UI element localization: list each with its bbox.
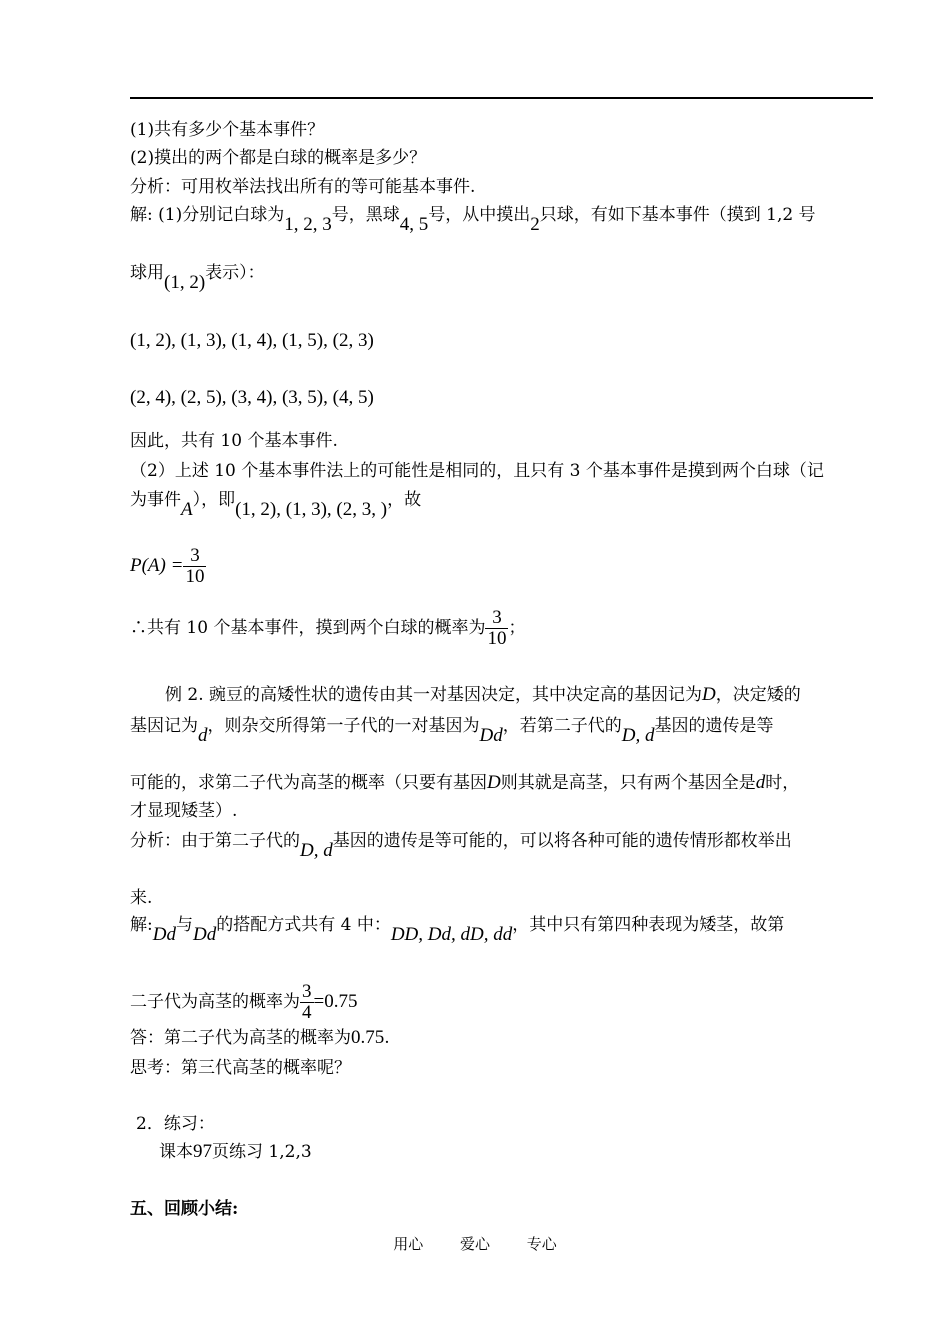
solution-ex2-line2: 二子代为高茎的概率为 $\frac{3}{4}$ =0.75	[130, 981, 358, 1023]
practice-content: 课本97页练习 1,2,3	[159, 1141, 312, 1162]
footer-item: 专心	[526, 1235, 557, 1253]
solution-ex2-line1: 解:Dd与Dd的搭配方式共有 4 中：DD, Dd, dD, dd，其中只有第四种表现为矮茎，故第	[130, 915, 785, 945]
practice-title: 2．练习：	[136, 1114, 215, 1134]
think-question: 思考：第三代高茎的概率呢？	[130, 1058, 351, 1078]
question-1: (1)共有多少个基本事件？	[130, 120, 325, 140]
example-2-line1: 例 2. 豌豆的高矮性状的遗传由其一对基因决定，其中决定高的基因记为D，决定矮的	[165, 684, 801, 705]
example-2-line2: 基因记为d，则杂交所得第一子代的一对基因为Dd，若第二子代的D, d基因的遗传是等	[130, 716, 774, 746]
footer-item: 爱心	[459, 1235, 490, 1253]
example-2-line3: 可能的，求第二子代为高茎的概率（只要有基因D则其就是高茎，只有两个基因全是d时，	[130, 772, 800, 793]
analysis-2-line1: 分析：由于第二子代的D, d基因的遗传是等可能的，可以将各种可能的遗传情形都枚举出	[130, 831, 792, 861]
events-row-2: (2, 4), (2, 5), (3, 4), (3, 5), (4, 5)	[130, 387, 374, 408]
solution-1-line1: 解: (1)分别记白球为1, 2, 3号，黑球4, 5号，从中摸出2只球，有如下基本事件（摸到 1,2 号	[130, 205, 816, 235]
events-row-1: (1, 2), (1, 3), (1, 4), (1, 5), (2, 3)	[130, 330, 374, 351]
header-rule	[130, 97, 873, 99]
solution-2-line1: （2）上述 10 个基本事件法上的可能性是相同的，且只有 3 个基本事件是摸到两个白球（记	[130, 461, 824, 481]
analysis-2-line2: 来.	[130, 888, 153, 908]
footer-item: 用心	[393, 1235, 424, 1253]
page-footer	[0, 1233, 950, 1254]
example-2-line4: 才显现矮茎）.	[130, 801, 238, 821]
solution-1-line2: 球用(1, 2)表示）：	[130, 263, 265, 293]
probability-formula: P(A) = $\frac{3}{10}$	[130, 545, 205, 587]
total-events: 因此，共有 10 个基本事件.	[130, 431, 338, 451]
analysis-1: 分析：可用枚举法找出所有的等可能基本事件.	[130, 177, 476, 197]
section-5-heading: 五、回顾小结:	[130, 1199, 239, 1219]
answer: 答：第二子代为高茎的概率为0.75.	[130, 1027, 390, 1048]
conclusion: ∴共有 10 个基本事件，摸到两个白球的概率为 $\frac{3}{10}$ ；	[130, 607, 526, 649]
question-2: (2)摸出的两个都是白球的概率是多少？	[130, 148, 427, 168]
solution-2-line2: 为事件A），即(1, 2), (1, 3), (2, 3, )，故	[130, 490, 422, 520]
